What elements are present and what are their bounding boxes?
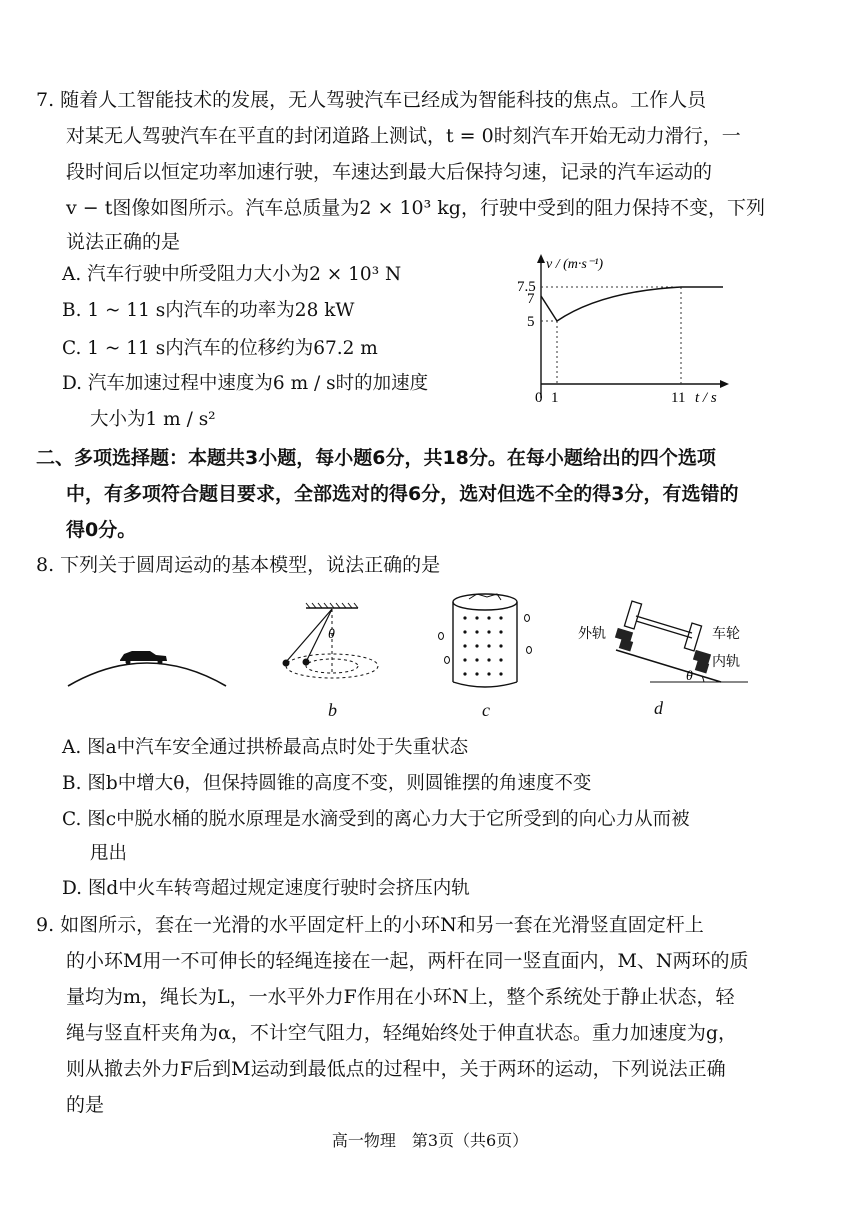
q9-line-6: 的是 bbox=[66, 1094, 105, 1116]
q7-line-4: v − t图像如图所示。汽车总质量为2 × 10³ kg，行驶中受到的阻力保持不变，下列 bbox=[66, 197, 765, 219]
q9-line-1: 9. 如图所示，套在一光滑的水平固定杆上的小环N和另一套在光滑竖直固定杆上 bbox=[36, 914, 704, 936]
q9-line-2: 的小环M用一不可伸长的轻绳连接在一起，两杆在同一竖直面内，M、N两环的质 bbox=[66, 950, 749, 972]
y-tick-7: 7 bbox=[527, 291, 535, 307]
wheel-label: 车轮 bbox=[712, 627, 740, 642]
q8-option-c-cont: 甩出 bbox=[90, 843, 128, 864]
q8-stem: 8. 下列关于圆周运动的基本模型，说法正确的是 bbox=[36, 554, 441, 576]
outer-rail-label: 外轨 bbox=[578, 627, 606, 642]
q8-option-c: C. 图c中脱水桶的脱水原理是水滴受到的离心力大于它所受到的向心力从而被 bbox=[62, 809, 690, 830]
figure-d-label: d bbox=[654, 698, 663, 718]
theta-b-label: θ bbox=[328, 627, 335, 642]
q8-option-a: A. 图a中汽车安全通过拱桥最高点时处于失重状态 bbox=[62, 737, 469, 758]
x-tick-0: 0 bbox=[535, 390, 543, 406]
section2-line-2: 中，有多项符合题目要求，全部选对的得6分，选对但选不全的得3分，有选错的 bbox=[66, 483, 739, 505]
figure-b-conical-pendulum bbox=[270, 600, 410, 690]
q7-option-d-cont: 大小为1 m / s² bbox=[90, 409, 216, 430]
q7-option-b: B. 1 ~ 11 s内汽车的功率为28 kW bbox=[62, 300, 355, 321]
q8-option-b: B. 图b中增大θ，但保持圆锥的高度不变，则圆锥摆的角速度不变 bbox=[62, 773, 592, 794]
x-tick-11: 11 bbox=[671, 390, 686, 406]
section2-line-3: 得0分。 bbox=[66, 519, 137, 541]
q9-line-4: 绳与竖直杆夹角为α，不计空气阻力，轻绳始终处于伸直状态。重力加速度为g， bbox=[66, 1022, 737, 1044]
theta-d-label: θ bbox=[686, 669, 693, 684]
q9-line-5: 则从撤去外力F后到M运动到最低点的过程中，关于两环的运动，下列说法正确 bbox=[66, 1058, 726, 1080]
vt-graph bbox=[505, 250, 735, 410]
figure-b-label: b bbox=[328, 700, 337, 720]
q7-option-d: D. 汽车加速过程中速度为6 m / s时的加速度 bbox=[62, 373, 429, 394]
q7-option-c: C. 1 ~ 11 s内汽车的位移约为67.2 m bbox=[62, 338, 378, 359]
q9-line-3: 量均为m，绳长为L，一水平外力F作用在小环N上，整个系统处于静止状态，轻 bbox=[66, 986, 735, 1008]
y-tick-5: 5 bbox=[527, 314, 535, 330]
q8-option-d: D. 图d中火车转弯超过规定速度行驶时会挤压内轨 bbox=[62, 878, 470, 899]
y-axis-label: v / (m·s⁻¹) bbox=[546, 257, 604, 272]
y-tick-7.5: 7.5 bbox=[517, 279, 536, 295]
q7-option-a: A. 汽车行驶中所受阻力大小为2 × 10³ N bbox=[62, 264, 402, 285]
section2-line-1: 二、多项选择题：本题共3小题，每小题6分，共18分。在每小题给出的四个选项 bbox=[36, 447, 716, 469]
figure-d-banked-rail bbox=[576, 590, 751, 690]
q7-line-5: 说法正确的是 bbox=[66, 231, 181, 253]
figure-c-spin-drum bbox=[425, 588, 545, 698]
q7-line-3: 段时间后以恒定功率加速行驶，车速达到最大后保持匀速，记录的汽车运动的 bbox=[66, 161, 713, 183]
q7-line-2: 对某无人驾驶汽车在平直的封闭道路上测试，t = 0时刻汽车开始无动力滑行，一 bbox=[66, 125, 741, 147]
page-footer: 高一物理 第3页（共6页） bbox=[331, 1131, 529, 1150]
figure-c-label: c bbox=[482, 700, 490, 720]
inner-rail-label: 内轨 bbox=[712, 655, 740, 670]
q7-line-1: 7. 随着人工智能技术的发展，无人驾驶汽车已经成为智能科技的焦点。工作人员 bbox=[36, 89, 707, 111]
x-axis-label: t / s bbox=[695, 390, 717, 406]
figure-a-arch-bridge bbox=[62, 630, 232, 690]
x-tick-1: 1 bbox=[551, 390, 559, 406]
